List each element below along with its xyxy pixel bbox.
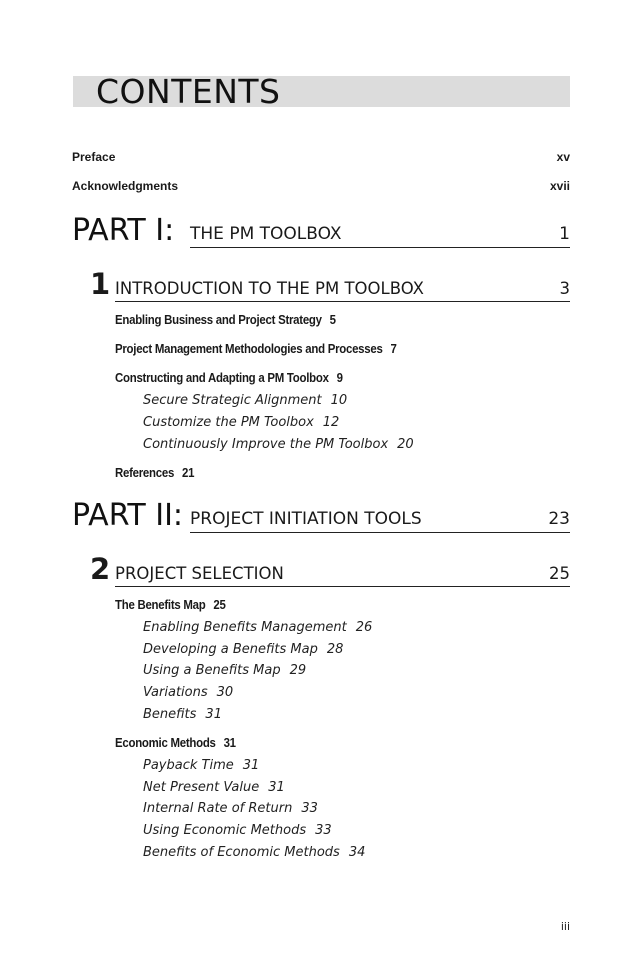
section-page: 9 [336, 370, 343, 385]
chapter-title: INTRODUCTION TO THE PM TOOLBOX [115, 279, 424, 298]
subsection-title: Secure Strategic Alignment [143, 393, 322, 408]
section-title: Economic Methods [115, 735, 216, 750]
toc-subsection[interactable] [143, 707, 222, 722]
toc-section[interactable] [115, 341, 397, 356]
page-title: CONTENTS [96, 72, 281, 111]
toc-part-1[interactable] [72, 208, 570, 248]
part-label: PART I: [72, 213, 175, 248]
toc-subsection[interactable] [143, 758, 259, 773]
chapter-title-rule [115, 277, 570, 302]
section-title: Constructing and Adapting a PM Toolbox [115, 370, 329, 385]
section-page: 21 [181, 465, 195, 480]
subsection-page: 29 [289, 663, 307, 678]
section-page: 7 [390, 341, 397, 356]
subsection-page: 28 [326, 642, 344, 657]
subsection-page: 12 [322, 415, 340, 430]
toc-subsection[interactable] [143, 415, 339, 430]
chapter-page: 25 [549, 564, 570, 583]
toc-subsection[interactable] [143, 642, 343, 657]
section-title: Enabling Business and Project Strategy [115, 312, 322, 327]
toc-subsection[interactable] [143, 437, 414, 452]
page-number: iii [560, 920, 570, 933]
part-title: PROJECT INITIATION TOOLS [190, 509, 422, 529]
toc-subsection[interactable] [143, 393, 347, 408]
subsection-title: Payback Time [143, 758, 234, 773]
toc-chapter-2[interactable] [90, 553, 570, 587]
toc-section[interactable] [115, 370, 343, 385]
toc-entry-preface[interactable] [72, 150, 570, 164]
part-label: PART II: [72, 498, 184, 533]
subsection-title: Continuously Improve the PM Toolbox [143, 437, 389, 452]
subsection-title: Customize the PM Toolbox [143, 415, 314, 430]
subsection-title: Benefits [143, 707, 197, 722]
part-page: 23 [548, 509, 570, 529]
section-title: References [115, 465, 175, 480]
subsection-page: 34 [348, 845, 366, 860]
chapter-number: 2 [90, 552, 111, 586]
part-title-rule [190, 504, 570, 533]
part-page: 1 [559, 224, 570, 244]
subsection-page: 33 [301, 801, 318, 816]
subsection-title: Net Present Value [143, 780, 260, 795]
subsection-page: 31 [205, 707, 222, 722]
subsection-title: Variations [143, 685, 208, 700]
toc-section[interactable] [115, 312, 336, 327]
toc-subsection[interactable] [143, 801, 318, 816]
subsection-page: 33 [315, 823, 332, 838]
chapter-title-rule [115, 562, 570, 587]
chapter-number: 1 [90, 267, 111, 301]
toc-section-references[interactable] [115, 465, 194, 480]
toc-section[interactable] [115, 597, 226, 612]
subsection-page: 10 [330, 393, 348, 408]
subsection-page: 30 [216, 685, 234, 700]
entry-page: xvii [549, 179, 570, 193]
section-title: The Benefits Map [115, 597, 206, 612]
subsection-page: 20 [397, 437, 414, 452]
chapter-title: PROJECT SELECTION [115, 564, 284, 583]
toc-subsection[interactable] [143, 845, 365, 860]
subsection-page: 31 [242, 758, 260, 773]
part-title: THE PM TOOLBOX [190, 224, 342, 244]
entry-page: xv [556, 150, 570, 164]
entry-title: Acknowledgments [72, 179, 179, 193]
subsection-title: Enabling Benefits Management [143, 620, 347, 635]
subsection-title: Developing a Benefits Map [143, 642, 318, 657]
subsection-title: Using a Benefits Map [143, 663, 281, 678]
toc-part-2[interactable] [72, 493, 570, 533]
toc-subsection[interactable] [143, 685, 233, 700]
toc-subsection[interactable] [143, 620, 372, 635]
toc-subsection[interactable] [143, 663, 306, 678]
subsection-page: 26 [355, 620, 373, 635]
subsection-page: 31 [268, 780, 285, 795]
subsection-title: Benefits of Economic Methods [143, 845, 340, 860]
section-title: Project Management Methodologies and Processes [115, 341, 383, 356]
chapter-page: 3 [559, 279, 570, 298]
toc-section[interactable] [115, 735, 236, 750]
section-page: 31 [223, 735, 236, 750]
section-page: 25 [213, 597, 226, 612]
toc-entry-acknowledgments[interactable] [72, 179, 570, 193]
subsection-title: Using Economic Methods [143, 823, 307, 838]
toc-chapter-1[interactable] [90, 268, 570, 302]
subsection-title: Internal Rate of Return [143, 801, 293, 816]
part-title-rule [190, 219, 570, 248]
toc-subsection[interactable] [143, 780, 285, 795]
section-page: 5 [329, 312, 336, 327]
toc-subsection[interactable] [143, 823, 332, 838]
entry-title: Preface [72, 150, 116, 164]
